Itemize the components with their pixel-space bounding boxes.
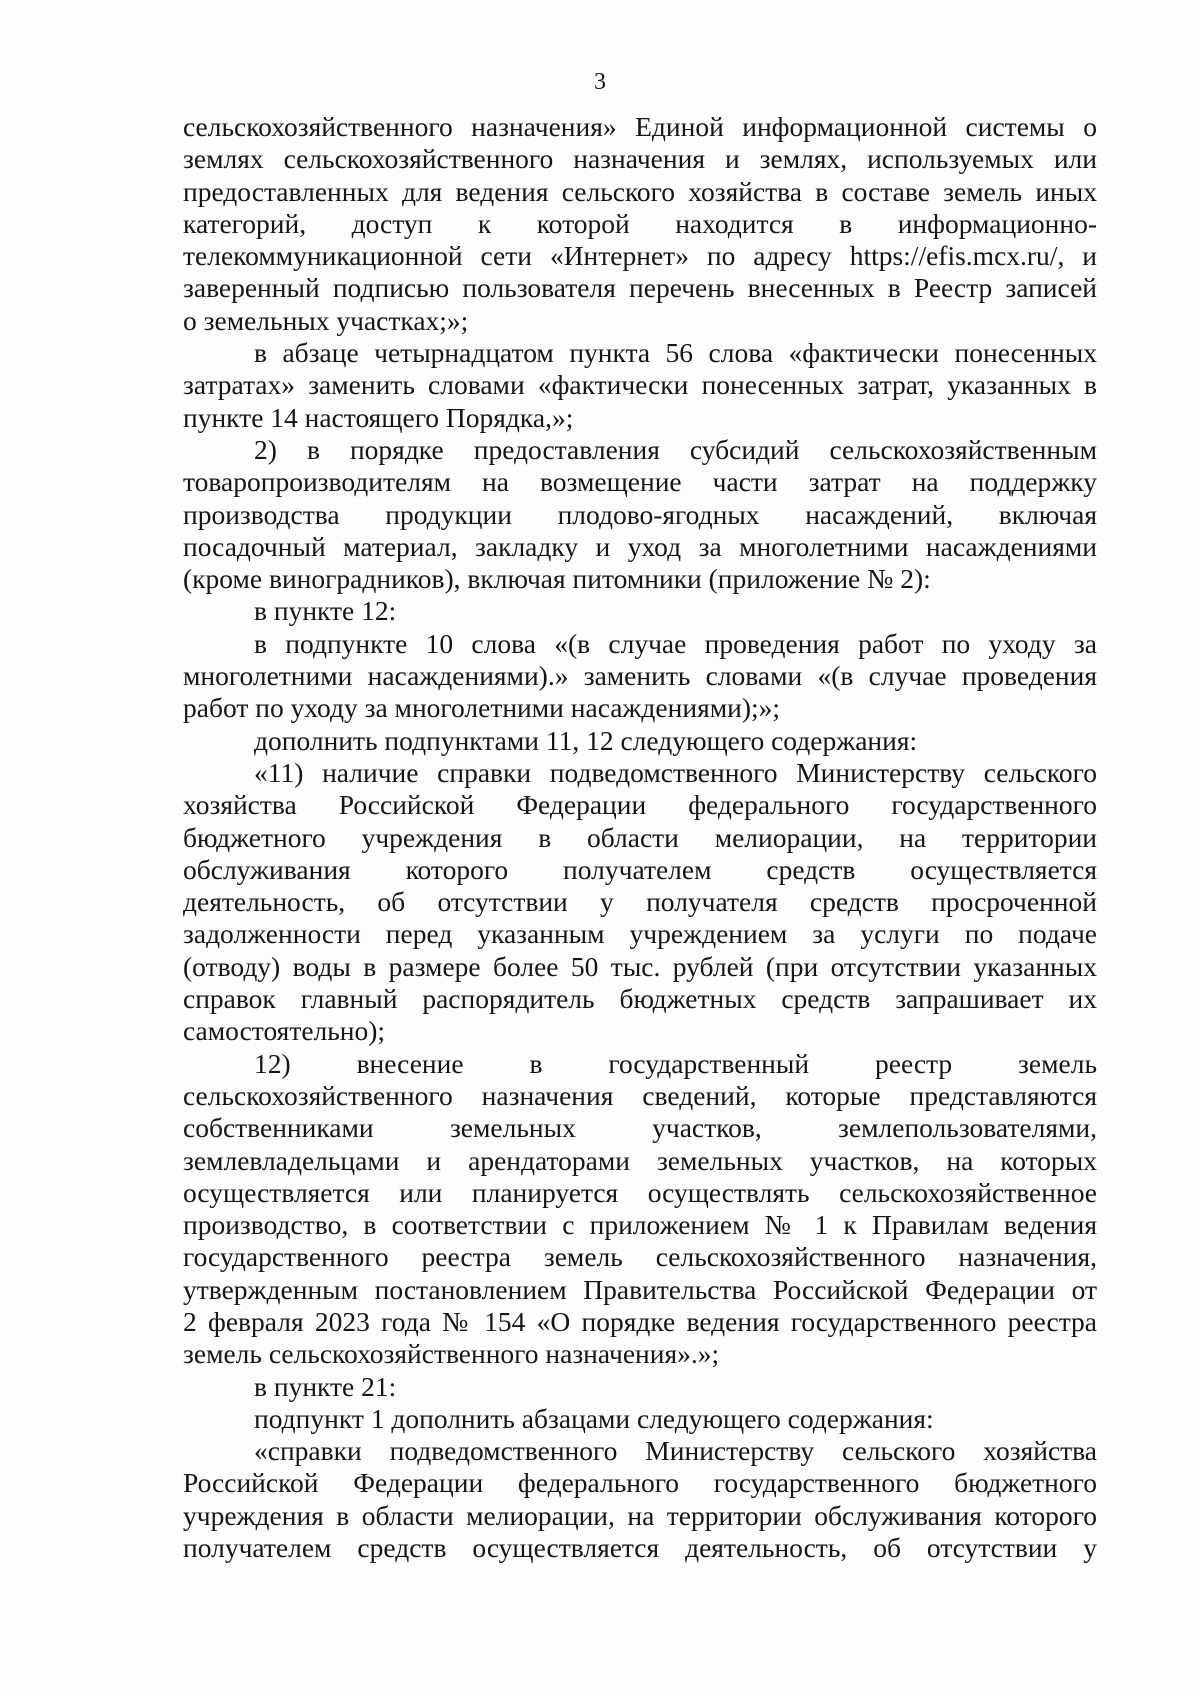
text-line: деятельность, об отсутствии у получателя средств просроченной [183, 886, 1097, 918]
text-line: (кроме виноградников), включая питомники (приложение № 2): [183, 563, 931, 595]
text-line: категорий, доступ к которой находится в информационно- [183, 207, 1097, 239]
text-line: осуществляется или планируется осуществлять сельскохозяйственное [183, 1176, 1097, 1208]
text-line: (отводу) воды в размере более 50 тыс. рублей (при отсутствии указанных [183, 950, 1097, 982]
text-line: 2 февраля 2023 года № 154 «О порядке ведения государственного реестра [183, 1305, 1097, 1337]
text-line: в подпункте 10 слова «(в случае проведения работ по уходу за [254, 627, 1097, 659]
text-line: бюджетного учреждения в области мелиорации, на территории [183, 821, 1097, 853]
text-line: сельскохозяйственного назначения» Единой информационной системы о [183, 111, 1097, 142]
text-line: предоставленных для ведения сельского хозяйства в составе земель иных [183, 175, 1097, 207]
text-line: сельскохозяйственного назначения сведений, которые представляются [183, 1079, 1097, 1111]
text-line: дополнить подпунктами 11, 12 следующего содержания: [254, 724, 918, 756]
text-line: получателем средств осуществляется деятельность, об отсутствии у [183, 1532, 1097, 1564]
text-line: работ по уходу за многолетними насаждениями);»; [183, 692, 781, 724]
text-line: землях сельскохозяйственного назначения и землях, используемых или [183, 143, 1097, 175]
text-line: собственниками земельных участков, землепользователями, [183, 1112, 1097, 1144]
text-line: 12) внесение в государственный реестр земель [254, 1047, 1097, 1079]
text-line: многолетними насаждениями).» заменить словами «(в случае проведения [183, 660, 1097, 692]
text-line: справок главный распорядитель бюджетных средств запрашивает их [183, 983, 1097, 1015]
text-line: 2) в порядке предоставления субсидий сельскохозяйственным [254, 433, 1097, 465]
text-line: утвержденным постановлением Правительства Российской Федерации от [183, 1273, 1097, 1305]
text-line: производство, в соответствии с приложением № 1 к Правилам ведения [183, 1209, 1097, 1241]
text-line: государственного реестра земель сельскохозяйственного назначения, [183, 1241, 1097, 1273]
page-number: 3 [594, 69, 606, 95]
text-line: в абзаце четырнадцатом пункта 56 слова «фактически понесенных [254, 337, 1097, 369]
text-line: «11) наличие справки подведомственного Министерству сельского [254, 756, 1097, 788]
text-line: самостоятельно); [183, 1015, 386, 1047]
text-line: подпункт 1 дополнить абзацами следующего содержания: [254, 1402, 934, 1434]
document-body [183, 111, 1097, 1564]
text-line: задолженности перед указанным учреждением за услуги по подаче [183, 918, 1097, 950]
text-line: земель сельскохозяйственного назначения».»; [183, 1338, 720, 1370]
text-line: телекоммуникационной сети «Интернет» по адресу https://efis.mcx.ru/, и [183, 240, 1097, 272]
text-line: заверенный подписью пользователя перечень внесенных в Реестр записей [183, 272, 1097, 304]
text-line: товаропроизводителям на возмещение части затрат на поддержку [183, 466, 1097, 498]
text-line: Российской Федерации федерального государственного бюджетного [183, 1467, 1097, 1499]
text-line: пункте 14 настоящего Порядка,»; [183, 401, 574, 433]
text-line: в пункте 12: [254, 595, 397, 627]
text-line: производства продукции плодово-ягодных насаждений, включая [183, 498, 1097, 530]
text-line: затратах» заменить словами «фактически понесенных затрат, указанных в [183, 369, 1097, 401]
text-line: о земельных участках;»; [183, 304, 469, 336]
text-line: учреждения в области мелиорации, на территории обслуживания которого [183, 1499, 1097, 1531]
text-line: землевладельцами и арендаторами земельных участков, на которых [183, 1144, 1097, 1176]
text-line: обслуживания которого получателем средств осуществляется [183, 853, 1097, 885]
text-line: в пункте 21: [254, 1370, 397, 1402]
text-line: посадочный материал, закладку и уход за многолетними насаждениями [183, 530, 1097, 562]
text-line: хозяйства Российской Федерации федерального государственного [183, 789, 1097, 821]
text-line: «справки подведомственного Министерству сельского хозяйства [254, 1435, 1097, 1467]
